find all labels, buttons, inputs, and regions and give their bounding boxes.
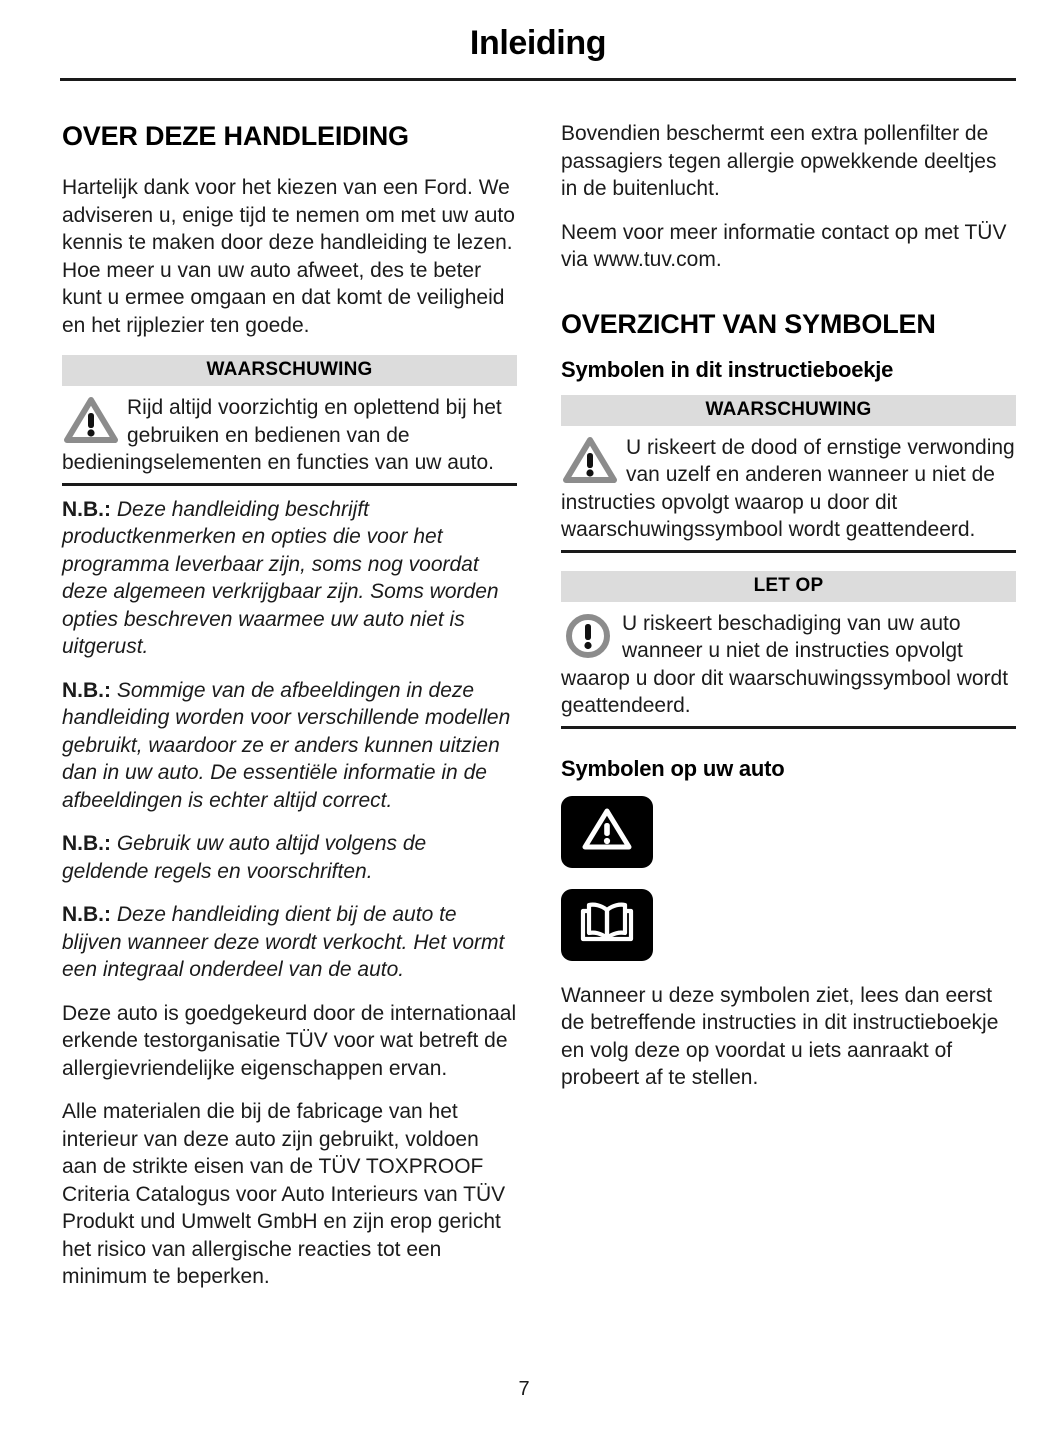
paragraph-pollen-filter: Bovendien beschermt een extra pollenfilter de passagiers tegen allergie opwekkende deeltjes in de buitenlucht. [561, 122, 997, 200]
note-text: Gebruik uw auto altijd volgens de geldende regels en voorschriften. [62, 832, 427, 883]
warning-box-heading: WAARSCHUWING [561, 395, 1016, 426]
section-heading-overzicht-van-symbolen: OVERZICHT VAN SYMBOLEN [561, 308, 936, 339]
note-label: N.B.: [62, 497, 111, 521]
section-heading-over-deze-handleiding: OVER DEZE HANDLEIDING [62, 121, 409, 151]
paragraph-interior-materials: Alle materialen die bij de fabricage van het interieur van deze auto zijn gebruikt, voldoen aan de strikte eisen van de TÜV TOXPROOF Criteria Catalogus voor Auto Interieurs van TÜV Produkt und Umwelt GmbH en zijn erop gericht het risico van allergische reacties tot een minimum te beperken. [62, 1100, 506, 1288]
subsection-heading-symbolen-op-uw-auto: Symbolen op uw auto [561, 755, 785, 781]
note-item [62, 901, 517, 984]
caution-box-divider [561, 726, 1016, 729]
warning-box-heading: WAARSCHUWING [62, 355, 517, 386]
caution-circle-icon [563, 612, 613, 660]
note-label: N.B.: [62, 903, 111, 926]
paragraph-tuv-contact: Neem voor meer informatie contact op met TÜV via www.tuv.com. [561, 220, 1007, 271]
caution-box-heading: LET OP [561, 571, 1016, 602]
caution-box-text: U riskeert beschadiging van uw auto wanneer u niet de instructies opvolgt waarop u door dit waarschuwingssymbool wordt geattendeerd. [561, 611, 1009, 717]
note-label: N.B.: [62, 678, 111, 702]
warning-box-body [561, 426, 1016, 544]
warning-triangle-icon [563, 436, 617, 484]
paragraph-tuv-approval: Deze auto is goedgekeurd door de internationaal erkende testorganisatie TÜV voor wat betreft de allergievriendelijke eigenschappen ervan. [62, 1001, 517, 1080]
warning-box-text: Rijd altijd voorzichtig en oplettend bij het gebruiken en bedienen van de bedieningselementen en functies van uw auto. [62, 396, 502, 474]
caution-box-body [561, 602, 1016, 720]
open-book-badge-icon [579, 899, 635, 950]
vehicle-symbol-badges [561, 796, 1016, 961]
left-column [62, 120, 517, 1307]
subsection-heading-symbolen-in-dit-instructieboekje: Symbolen in dit instructieboekje [561, 356, 894, 382]
header-divider [60, 78, 1016, 81]
note-item [62, 496, 517, 661]
warning-box-body [62, 386, 517, 477]
badge-warning-triangle [561, 796, 653, 868]
warning-triangle-icon [64, 396, 118, 444]
paragraph-symbols-instruction: Wanneer u deze symbolen ziet, lees dan eerst de betreffende instructies in dit instructieboekje en volg deze op voordat u iets aanraakt of probeert af te stellen. [561, 983, 999, 1089]
note-item [62, 677, 517, 815]
page-number: 7 [518, 1378, 530, 1400]
two-column-body [62, 120, 1016, 1307]
note-label: N.B.: [62, 832, 111, 855]
page-title: Inleiding [469, 24, 607, 62]
note-text: Sommige van de afbeeldingen in deze handleiding worden voor verschillende modellen gebruikt, waardoor ze er anders kunnen uitzien dan in uw auto. De essentiële informatie in de afbeeldingen is echter altijd correct. [62, 678, 511, 812]
caution-box [561, 571, 1016, 729]
warning-box-text: U riskeert de dood of ernstige verwonding van uzelf en anderen wanneer u niet de instructies opvolgt waarop u door dit waarschuwingssymbool wordt geattendeerd. [561, 435, 1015, 541]
warning-box-divider [62, 483, 517, 486]
warning-box-left [62, 355, 517, 486]
page-header [60, 22, 1016, 64]
note-text: Deze handleiding beschrijft productkenmerken en opties die voor het programma leverbaar zijn, soms nog voordat deze algemeen verkrijgbaar zijn. Soms worden opties beschreven waarmee uw auto niet is uitgerust. [62, 497, 499, 658]
intro-paragraph: Hartelijk dank voor het kiezen van een Ford. We adviseren u, enige tijd te nemen om met uw auto kennis te maken door deze handleiding te lezen. Hoe meer u van uw auto afweet, des te beter kunt u ermee omgaan en dat komt de veiligheid en het rijplezier ten goede. [62, 176, 515, 337]
badge-open-book [561, 889, 653, 961]
note-text: Deze handleiding dient bij de auto te blijven wanneer deze wordt verkocht. Het vormt een integraal onderdeel van de auto. [62, 903, 505, 981]
note-item [62, 830, 517, 885]
warning-box-right [561, 395, 1016, 553]
warning-box-divider [561, 550, 1016, 553]
warning-triangle-badge-icon [581, 806, 633, 857]
right-column [561, 120, 1016, 1307]
